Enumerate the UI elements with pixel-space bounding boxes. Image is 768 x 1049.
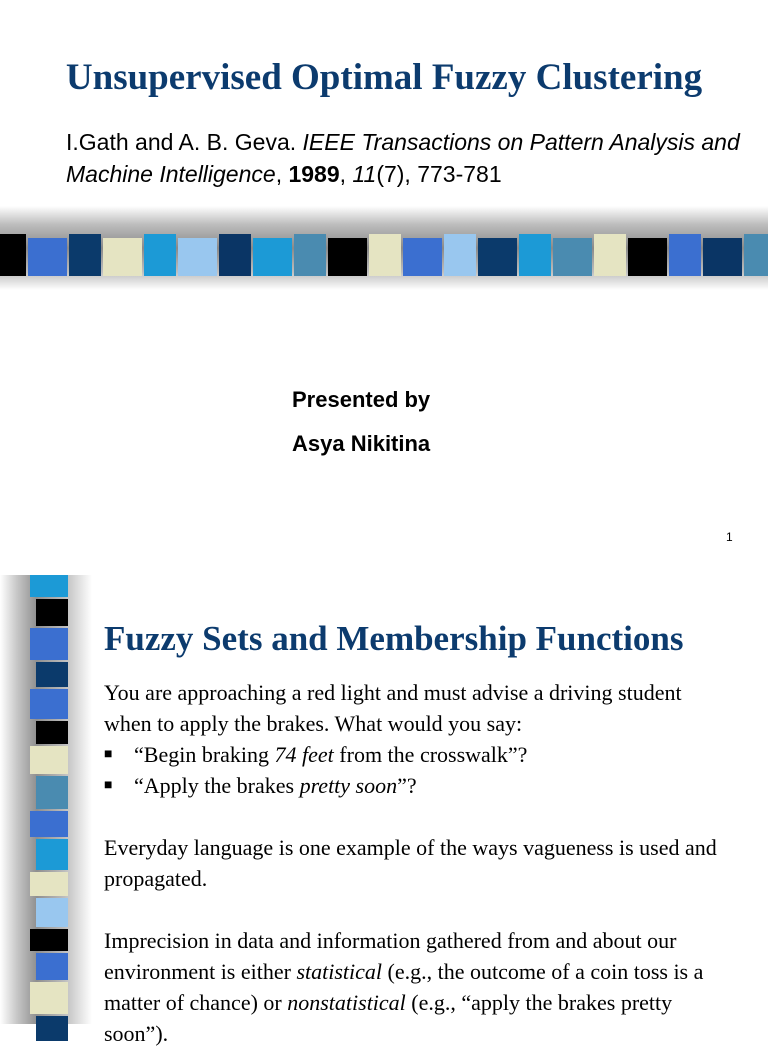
pattern-block — [669, 234, 701, 276]
bullet-item: ■ “Apply the brakes pretty soon”? — [104, 770, 734, 801]
pattern-block — [30, 929, 68, 951]
citation-authors: I.Gath and A. B. Geva. — [66, 129, 303, 155]
pattern-block — [628, 238, 667, 276]
pattern-block — [30, 575, 68, 597]
pattern-block — [703, 238, 742, 276]
presented-by-label: Presented by — [292, 387, 431, 412]
citation-issue-pages: (7), 773-781 — [376, 161, 502, 187]
pattern-block — [328, 238, 367, 276]
pattern-block — [0, 234, 26, 276]
pattern-block — [144, 234, 176, 276]
horizontal-block-pattern — [0, 206, 768, 290]
pattern-block — [294, 234, 326, 276]
pattern-block — [30, 746, 68, 774]
pattern-block — [519, 234, 551, 276]
paragraph-imprecision: Imprecision in data and information gathered from and about our environment is either statistical (e.g., the outcome of a coin toss is a matter of chance) or nonstatistical (e.g., “apply the brakes pretty soon”). — [104, 928, 704, 1046]
slide-2-title: Fuzzy Sets and Membership Functions — [104, 619, 684, 658]
pattern-block — [103, 238, 142, 276]
pattern-block — [36, 898, 68, 927]
pattern-block — [30, 982, 68, 1014]
pattern-block — [36, 721, 68, 744]
bullet-list — [104, 739, 734, 801]
page-number: 1 — [726, 530, 733, 544]
intro-paragraph: You are approaching a red light and must advise a driving student when to apply the brakes. What would you say: — [104, 680, 682, 736]
citation-journal: IEEE Transactions on Pattern Analysis and Machine Intelligence — [66, 129, 740, 187]
pattern-block — [30, 872, 68, 896]
pattern-block — [69, 234, 101, 276]
pattern-block — [744, 234, 768, 276]
pattern-block — [36, 662, 68, 687]
slide-2 — [0, 575, 768, 1046]
presenter-name: Asya Nikitina — [292, 431, 431, 456]
pattern-block — [30, 811, 68, 837]
citation-sep1: , — [275, 161, 289, 187]
citation-sep2: , — [339, 161, 353, 187]
pattern-block — [30, 689, 68, 719]
pattern-block — [178, 238, 217, 276]
bullet-item: ■ “Begin braking 74 feet from the crosswalk”? — [104, 739, 734, 770]
pattern-block — [36, 953, 68, 980]
pattern-block — [553, 238, 592, 276]
pattern-block — [36, 599, 68, 626]
pattern-block — [478, 238, 517, 276]
slide-divider — [0, 560, 768, 575]
square-bullet-icon: ■ — [104, 747, 113, 762]
pattern-block — [28, 238, 67, 276]
pattern-block — [403, 238, 442, 276]
pattern-block — [36, 1016, 68, 1041]
pattern-block — [36, 839, 68, 870]
decorative-block-strip — [0, 206, 768, 290]
slide-2-body — [104, 677, 734, 1049]
pattern-block — [369, 234, 401, 276]
pattern-block — [30, 628, 68, 660]
decorative-vertical-strip — [0, 575, 92, 1024]
citation-volume: 11 — [352, 161, 377, 187]
citation-year: 1989 — [288, 161, 340, 187]
slide-1-title: Unsupervised Optimal Fuzzy Clustering — [65, 57, 703, 98]
pattern-block — [219, 234, 251, 276]
pattern-block — [594, 234, 626, 276]
citation — [66, 126, 746, 190]
vertical-block-pattern — [0, 575, 92, 1024]
pattern-block — [36, 776, 68, 809]
pattern-block — [444, 234, 476, 276]
pattern-block — [253, 238, 292, 276]
paragraph-vagueness: Everyday language is one example of the ways vagueness is used and propagated. — [104, 835, 717, 891]
presenter-block — [292, 378, 430, 466]
square-bullet-icon: ■ — [104, 778, 113, 793]
